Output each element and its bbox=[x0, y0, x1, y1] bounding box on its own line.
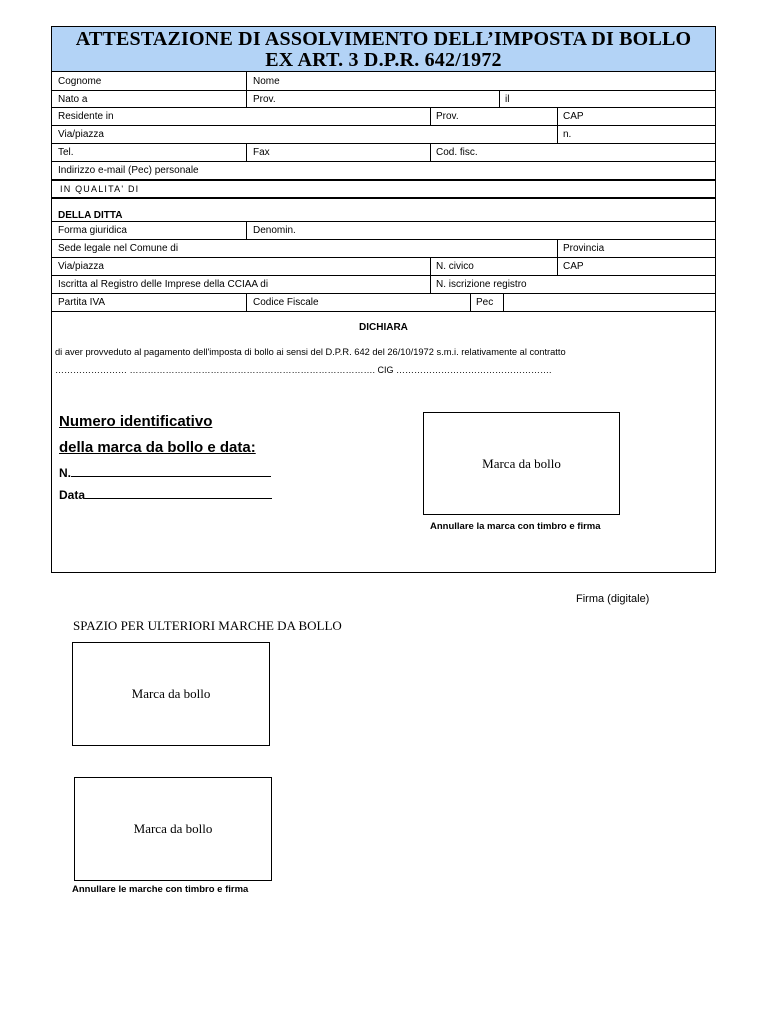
row-divider bbox=[52, 311, 715, 312]
firma-digitale: Firma (digitale) bbox=[576, 593, 650, 605]
title-line-1: ATTESTAZIONE DI ASSOLVIMENTO DELL’IMPOSTA DI BOLLO bbox=[75, 28, 692, 50]
col-divider bbox=[503, 293, 504, 311]
label-nome: Nome bbox=[253, 76, 280, 87]
col-divider bbox=[557, 125, 558, 143]
row-divider bbox=[52, 161, 715, 162]
label-piva: Partita IVA bbox=[58, 297, 106, 308]
row-divider bbox=[52, 107, 715, 108]
label-nato-a: Nato a bbox=[58, 94, 88, 105]
extra-marca-box-2 bbox=[74, 777, 272, 881]
n-label: N. bbox=[59, 466, 71, 480]
label-n-iscrizione: N. iscrizione registro bbox=[436, 279, 527, 290]
row-divider bbox=[52, 293, 715, 294]
col-divider bbox=[470, 293, 471, 311]
col-divider bbox=[557, 257, 558, 275]
label-pec: Pec bbox=[476, 297, 494, 308]
label-qualita: IN QUALITA' DI bbox=[60, 184, 140, 194]
label-residente: Residente in bbox=[58, 111, 114, 122]
label-prov: Prov. bbox=[253, 94, 276, 105]
marca-box bbox=[423, 412, 620, 515]
col-divider bbox=[430, 143, 431, 161]
label-sede: Sede legale nel Comune di bbox=[58, 243, 179, 254]
data-line bbox=[85, 486, 272, 499]
label-cod-fisc: Cod. fisc. bbox=[436, 147, 478, 158]
col-divider bbox=[557, 107, 558, 125]
col-divider bbox=[246, 90, 247, 107]
dichiara-heading: DICHIARA bbox=[359, 322, 408, 333]
col-divider bbox=[246, 221, 247, 239]
label-prov-residenza: Prov. bbox=[436, 111, 459, 122]
numero-line-2: della marca da bollo e data: bbox=[59, 439, 256, 456]
form-title bbox=[52, 27, 715, 72]
data-label: Data bbox=[59, 488, 86, 502]
row-divider bbox=[52, 221, 715, 222]
data-field bbox=[59, 486, 272, 502]
label-il: il bbox=[505, 94, 510, 105]
label-tel: Tel. bbox=[58, 147, 74, 158]
col-divider bbox=[246, 143, 247, 161]
label-cap: CAP bbox=[563, 111, 584, 122]
row-divider bbox=[52, 257, 715, 258]
row-divider bbox=[52, 125, 715, 126]
row-divider bbox=[52, 143, 715, 144]
label-via-ditta: Via/piazza bbox=[58, 261, 104, 272]
col-divider bbox=[246, 72, 247, 90]
col-divider bbox=[430, 257, 431, 275]
label-cf: Codice Fiscale bbox=[253, 297, 319, 308]
n-field bbox=[59, 464, 271, 480]
row-divider bbox=[52, 179, 715, 181]
col-divider bbox=[430, 275, 431, 293]
label-numero: n. bbox=[563, 129, 572, 140]
col-divider bbox=[557, 239, 558, 257]
extra-marca-label-2: Marca da bollo bbox=[133, 821, 213, 836]
label-cognome: Cognome bbox=[58, 76, 102, 87]
row-divider bbox=[52, 197, 715, 199]
label-fax: Fax bbox=[253, 147, 270, 158]
title-line-2: EX ART. 3 D.P.R. 642/1972 bbox=[265, 49, 502, 71]
label-forma: Forma giuridica bbox=[58, 225, 127, 236]
label-provincia: Provincia bbox=[563, 243, 605, 254]
marca-box-label: Marca da bollo bbox=[482, 455, 561, 471]
label-iscritta: Iscritta al Registro delle Imprese della CCIAA di bbox=[58, 279, 269, 290]
spazio-heading: SPAZIO PER ULTERIORI MARCHE DA BOLLO bbox=[73, 618, 342, 633]
extra-marca-label-1: Marca da bollo bbox=[131, 686, 211, 701]
row-divider bbox=[52, 90, 715, 91]
dichiara-text: di aver provveduto al pagamento dell'imposta di bollo ai sensi del D.P.R. 642 del 26/10/1972 s.m.i. relativamente al contratto bbox=[55, 347, 566, 357]
label-via: Via/piazza bbox=[58, 129, 104, 140]
col-divider bbox=[499, 90, 500, 107]
col-divider bbox=[430, 107, 431, 125]
label-email: Indirizzo e-mail (Pec) personale bbox=[58, 165, 199, 176]
numero-line-1: Numero identificativo bbox=[59, 413, 213, 430]
label-civico: N. civico bbox=[436, 261, 474, 272]
label-cap-ditta: CAP bbox=[563, 261, 584, 272]
extra-marca-box-1 bbox=[72, 642, 270, 746]
ditta-heading: DELLA DITTA bbox=[58, 210, 123, 221]
col-divider bbox=[246, 293, 247, 311]
row-divider bbox=[52, 275, 715, 276]
row-divider bbox=[52, 239, 715, 240]
annullare-marche: Annullare le marche con timbro e firma bbox=[72, 884, 249, 895]
n-line bbox=[71, 464, 271, 477]
label-denomin: Denomin. bbox=[253, 225, 296, 236]
annullare-marca: Annullare la marca con timbro e firma bbox=[430, 521, 601, 532]
dichiara-dots: …………………… ………………………………………………………………………. CIG ……………………………………………. bbox=[55, 365, 552, 375]
